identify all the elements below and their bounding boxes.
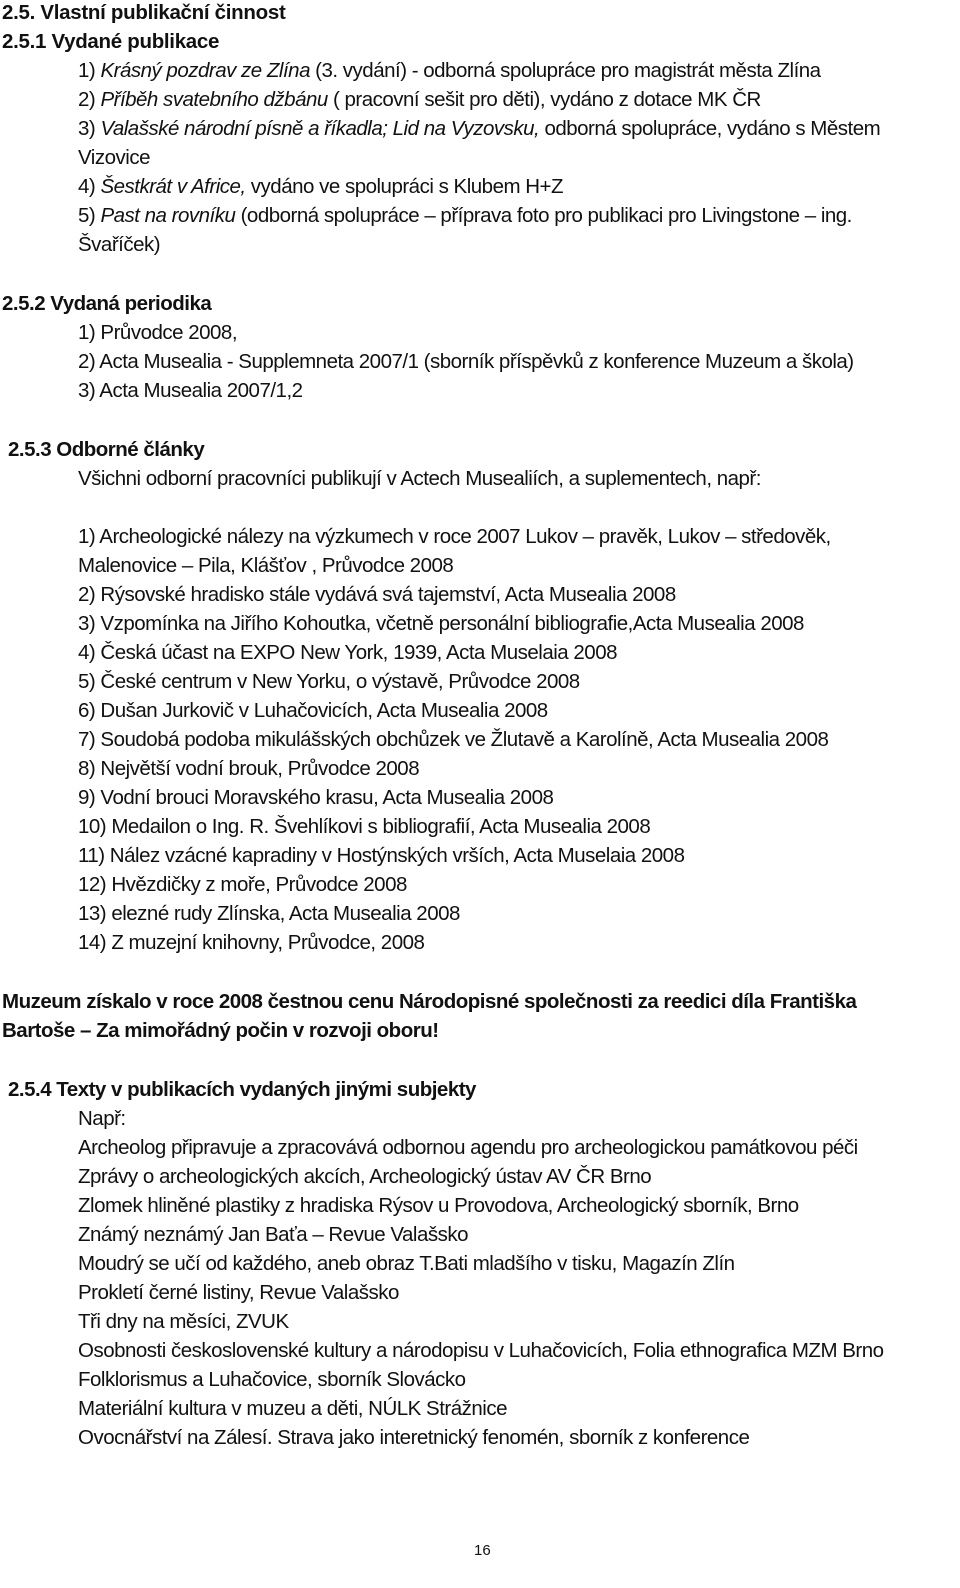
list-item: 2) Acta Musealia - Supplemneta 2007/1 (sborník příspěvků z konference Muzeum a škola) xyxy=(78,350,854,373)
page-number: 16 xyxy=(474,1542,491,1559)
list-item: Zprávy o archeologických akcích, Archeologický ústav AV ČR Brno xyxy=(78,1165,652,1188)
list-item: 1) Průvodce 2008, xyxy=(78,321,238,344)
list-item: 3) Vzpomínka na Jiřího Kohoutka, včetně personální bibliografie,Acta Musealia 2008 xyxy=(78,612,804,635)
list-item: Zlomek hliněné plastiky z hradiska Rýsov u Provodova, Archeologický sborník, Brno xyxy=(78,1194,799,1217)
subsection-title: 2.5.1 Vydané publikace xyxy=(2,30,220,53)
list-item: Folklorismus a Luhačovice, sborník Slovácko xyxy=(78,1368,466,1391)
list-item: 12) Hvězdičky z moře, Průvodce 2008 xyxy=(78,873,407,896)
list-item: Osobnosti československé kultury a národopisu v Luhačovicích, Folia ethnografica MZM Brno xyxy=(78,1339,884,1362)
list-item: 1) Archeologické nálezy na výzkumech v roce 2007 Lukov – pravěk, Lukov – středověk, xyxy=(78,525,831,548)
intro-text: Všichni odborní pracovníci publikují v Actech Musealiích, a suplementech, např: xyxy=(78,467,761,490)
list-item: 4) Šestkrát v Africe, vydáno ve spolupráci s Klubem H+Z xyxy=(78,175,564,198)
list-item: 4) Česká účast na EXPO New York, 1939, Acta Muselaia 2008 xyxy=(78,641,617,664)
section-title: 2.5. Vlastní publikační činnost xyxy=(2,1,286,24)
list-item: Známý neznámý Jan Baťa – Revue Valašsko xyxy=(78,1223,469,1246)
list-item: 7) Soudobá podoba mikulášských obchůzek ve Žlutavě a Karolíně, Acta Musealia 2008 xyxy=(78,728,829,751)
list-item: Tři dny na měsíci, ZVUK xyxy=(78,1310,289,1333)
list-item: Archeolog připravuje a zpracovává odbornou agendu pro archeologickou památkovou péči xyxy=(78,1136,858,1159)
subsection-title: 2.5.2 Vydaná periodika xyxy=(2,292,212,315)
list-item: 5) Past na rovníku (odborná spolupráce – příprava foto pro publikaci pro Livingstone – ing. xyxy=(78,204,852,227)
list-item: 2) Rýsovské hradisko stále vydává svá tajemství, Acta Musealia 2008 xyxy=(78,583,676,606)
list-item: 3) Acta Musealia 2007/1,2 xyxy=(78,379,303,402)
list-item: 5) České centrum v New Yorku, o výstavě, Průvodce 2008 xyxy=(78,670,580,693)
list-item: Ovocnářství na Zálesí. Strava jako interetnický fenomén, sborník z konference xyxy=(78,1426,750,1449)
list-item: 2) Příběh svatebního džbánu ( pracovní sešit pro děti), vydáno z dotace MK ČR xyxy=(78,88,761,111)
list-item: 9) Vodní brouci Moravského krasu, Acta Musealia 2008 xyxy=(78,786,554,809)
list-item: 6) Dušan Jurkovič v Luhačovicích, Acta Musealia 2008 xyxy=(78,699,548,722)
list-item: 14) Z muzejní knihovny, Průvodce, 2008 xyxy=(78,931,425,954)
list-item: 8) Největší vodní brouk, Průvodce 2008 xyxy=(78,757,420,780)
award-statement: Muzeum získalo v roce 2008 čestnou cenu Národopisné společnosti za reedici díla Františka xyxy=(2,990,857,1013)
list-item: Materiální kultura v muzeu a děti, NÚLK Strážnice xyxy=(78,1397,507,1420)
list-item: Švaříček) xyxy=(78,233,161,256)
subsection-title: 2.5.4 Texty v publikacích vydaných jinými subjekty xyxy=(8,1078,476,1101)
list-item: 1) Krásný pozdrav ze Zlína (3. vydání) - odborná spolupráce pro magistrát města Zlína xyxy=(78,59,821,82)
list-item: Malenovice – Pila, Klášťov , Průvodce 2008 xyxy=(78,554,454,577)
list-item: 3) Valašské národní písně a říkadla; Lid na Vyzovsku, odborná spolupráce, vydáno s Městem xyxy=(78,117,881,140)
list-item: 11) Nález vzácné kapradiny v Hostýnských vrších, Acta Muselaia 2008 xyxy=(78,844,685,867)
award-statement: Bartoše – Za mimořádný počin v rozvoji oboru! xyxy=(2,1019,439,1042)
list-item: 13) elezné rudy Zlínska, Acta Musealia 2008 xyxy=(78,902,460,925)
list-item: Vizovice xyxy=(78,146,150,169)
subsection-title: 2.5.3 Odborné články xyxy=(8,438,205,461)
list-item: Prokletí černé listiny, Revue Valašsko xyxy=(78,1281,399,1304)
list-item: Moudrý se učí od každého, aneb obraz T.Bati mladšího v tisku, Magazín Zlín xyxy=(78,1252,735,1275)
list-item: Např: xyxy=(78,1107,126,1130)
list-item: 10) Medailon o Ing. R. Švehlíkovi s bibliografií, Acta Musealia 2008 xyxy=(78,815,651,838)
